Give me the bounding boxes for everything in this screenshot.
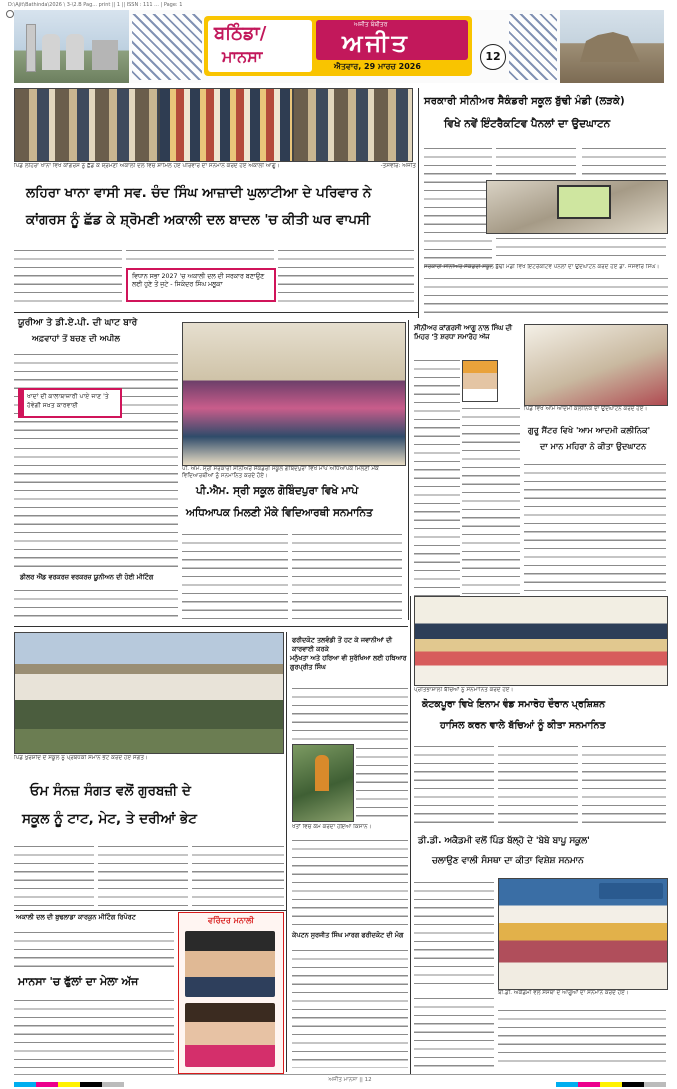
masthead-right-photo [560, 10, 664, 83]
color-bar-right [556, 1082, 666, 1087]
clinic-body [524, 460, 666, 594]
masthead [14, 10, 664, 83]
dav-body-col-1 [414, 878, 494, 990]
urea-body-2 [14, 444, 178, 572]
center-top-headline-1: ਫਰੀਦਕੋਟ ਤਲਵੰਡੀ ਤੋਂ ਹਟ ਕੇ ਜਵਾਨੀਆਂ ਦੀ ਕਾਰਵਾਈ ਕਰਕੇ [292, 636, 393, 653]
clinic-headline-1: ਗੁਰੂ ਸੈਂਟਰ ਵਿਖੇ 'ਆਮ ਆਦਮੀ ਕਲੀਨਿਕ' [528, 425, 651, 435]
lead-body-col-2 [126, 246, 274, 266]
section-name-1: ਬਠਿੰਡਾ/ [214, 23, 267, 44]
top-photo-3 [293, 88, 413, 162]
paper-name-box [316, 20, 468, 60]
column-rule-3 [286, 632, 287, 1072]
dav-headline-1: ਡੀ.ਡੀ. ਅਕੈਡਮੀ ਵਲੋਂ ਪਿੰਡ ਬੱਲ੍ਹੋ ਦੇ 'ਬੇਬੇ ਬਾਪੂ ਸਕੂਲ' [418, 836, 590, 846]
right-body-col-2 [496, 144, 576, 178]
right-body-col-1 [424, 144, 492, 272]
section-rule-2 [14, 626, 408, 627]
dav-photo-caption: ਬੀ.ਡੀ. ਅਕੈਡਮੀ ਵਲੋਂ ਸੰਸਥਾ ਦੇ ਆਗੂਆਂ ਦਾ ਸਨਮਾਨ ਕਰਦੇ ਹੋਏ। [498, 990, 629, 996]
registration-mark-icon [6, 10, 14, 18]
right-body-col-3 [582, 144, 666, 178]
issue-date: ਐਤਵਾਰ, 29 ਮਾਰਚ 2026 [334, 62, 421, 71]
masthead-title-box [204, 16, 472, 76]
sangat-body-col-3 [192, 842, 284, 906]
sangat-body-col-2 [98, 842, 188, 906]
kotkapura-headline-2: ਹਾਸਿਲ ਕਰਨ ਵਾਲੇ ਬੱਚਿਆਂ ਨੂੰ ਕੀਤਾ ਸਨਮਾਨਿਤ [440, 720, 606, 731]
section-rule-3 [14, 910, 286, 911]
top-photo-1 [14, 88, 159, 162]
obituary-headline: ਸੀਨੀਅਰ ਕਾਂਗਰਸੀ ਆਗੂ ਨਾਲ ਸਿੰਘ ਦੀ ਮਿਹਰ 'ਤੇ ਸ਼ਰਧਾ ਸਮਾਰੋਹ ਅੱਜ [414, 324, 513, 341]
print-slug: D:\Ajit\Bathinda\2026 \ 3-\2.B Pag... print || 1 || ISSN : 111 ... | Page: 1 [8, 2, 183, 8]
paper-name: ਅਜੀਤ [342, 29, 410, 57]
color-bar [14, 1082, 124, 1087]
sangat-body-col-1 [14, 842, 94, 906]
mid-photo-caption: ਪੀ. ਐਮ. ਸ੍ਰੀ ਸਰਕਾਰੀ ਸੀਨੀਅਰ ਸੈਕੰਡਰੀ ਸਕੂਲ ਗੋਬਿੰਦਪੁਰਾ ਵਿਖੇ ਮਾਪੇ ਅਧਿਆਪਕ ਮਿਲਣੀ ਮੌਕੇ ਵਿਦਿਆਰਥੀਆਂ ਨੂੰ ਸਨਮਾਨਿਤ ਕਰਦੇ ਹੋਏ। [182, 466, 379, 479]
right-photo [486, 180, 668, 234]
ad-box [178, 912, 284, 1074]
clinic-photo-caption: ਪਿੰਡ ਵਿਖੇ ਆਮ ਆਦਮੀ ਕਲੀਨਿਕ ਦਾ ਉਦਘਾਟਨ ਕਰਦੇ ਹੋਏ। [524, 406, 648, 412]
top-photo-credit: -ਤਸਵੀਰ: ਅਜੀਤ [380, 163, 416, 169]
kotkapura-headline-1: ਕੋਟਕਪੂਰਾ ਵਿਖੇ ਇਨਾਮ ਵੰਡ ਸਮਾਰੋਹ ਦੌਰਾਨ ਪ੍ਰਸ਼ਿਸ਼ਨ [422, 699, 606, 710]
sangat-headline-2: ਸਕੂਲ ਨੂੰ ਟਾਟ, ਮੇਟ, ਤੇ ਦਰੀਆਂ ਭੇਟ [22, 811, 197, 827]
dav-banner [599, 883, 663, 899]
obituary-body-2 [462, 404, 520, 614]
left-photo-caption: ਪਿੰਡ ਖੁਰਸ਼ੀਦ ਦੇ ਸਕੂਲ ਨੂੰ ਪ੍ਰਬੰਧਕੀ ਸਮਾਨ ਭੇਟ ਕਰਦੇ ਹੋਏ ਸੰਗਤ। [14, 755, 148, 761]
column-rule-2 [408, 320, 409, 620]
section-rule-1 [14, 312, 418, 313]
ad-photo-2 [185, 1003, 275, 1067]
obituary-body [414, 356, 460, 612]
clinic-headline-2: ਦਾ ਮਾਨ ਮਹਿਰਾ ਨੇ ਕੀਤਾ ਉਦਘਾਟਨ [540, 441, 647, 451]
center-bottom-headline: ਕੇਪਟਨ ਸੁਰਜੀਤ ਸਿੰਘ ਮਾਰਗ ਫਰੀਦਕੋਟ ਦੀ ਮੰਗ [292, 931, 404, 939]
lead-pullquote-box [126, 268, 276, 302]
farmer-photo [292, 744, 354, 822]
lead-pullquote: ਵਿਧਾਨ ਸਭਾ 2027 'ਚ ਅਕਾਲੀ ਦਲ ਦੀ ਸਰਕਾਰ ਬਣਾਉਣ ਲਈ ਹੁਣੇ ਤੋਂ ਜੁਟੇ - ਸਿਕੰਦਰ ਸਿੰਘ ਮਲੂਕਾ [132, 273, 265, 288]
bottom-left-body-1 [14, 928, 174, 972]
center-body-2 [356, 744, 408, 820]
kotkapura-body-col-2 [498, 742, 578, 830]
page-number: 12 [485, 50, 501, 63]
footer-text: ਅਜੀਤ ਮਾਨਸਾ || 12 [328, 1077, 372, 1083]
dav-body-col-2 [414, 994, 494, 1068]
phulkari-pattern-right [509, 14, 557, 80]
dav-photo [498, 878, 668, 990]
dav-headline-2: ਚਲਾਉਣ ਵਾਲੀ ਸੰਸਥਾ ਦਾ ਕੀਤਾ ਵਿਸ਼ੇਸ਼ ਸਨਮਾਨ [432, 856, 584, 866]
page-number-badge [480, 44, 506, 70]
kotkapura-body-col-3 [582, 742, 666, 830]
top-photo-caption: ਪਿੰਡ ਲਹਿਰਾ ਖਾਨਾ ਵਿਖੇ ਕਾਂਗਰਸ ਨੂੰ ਛੱਡ ਕੇ ਸ਼੍ਰੋਮਣੀ ਅਕਾਲੀ ਦਲ ਵਿਚ ਸ਼ਾਮਿਲ ਹੋਏ ਪਰਿਵਾਰ ਦਾ ਸਨਮਾਨ ਕਰਦੇ ਹੋਏ ਅਕਾਲੀ ਆਗੂ। [14, 163, 280, 169]
lead-headline-1: ਲਹਿਰਾ ਖਾਨਾ ਵਾਸੀ ਸਵ. ਚੰਦ ਸਿੰਘ ਆਜ਼ਾਦੀ ਘੁਲਾਟੀਆ ਦੇ ਪਰਿਵਾਰ ਨੇ [26, 185, 372, 201]
ad-photo-1 [185, 931, 275, 997]
bottom-left-headline: ਮਾਨਸਾ 'ਚ ਫੁੱਲਾਂ ਦਾ ਮੇਲਾ ਅੱਜ [18, 975, 139, 988]
mid-headline-2: ਅਧਿਆਪਕ ਮਿਲਣੀ ਮੌਕੇ ਵਿਦਿਆਰਥੀ ਸਨਮਾਨਿਤ [186, 507, 373, 519]
lead-body-col-1 [14, 246, 122, 306]
left-small-body [14, 586, 178, 622]
urea-callout-box [18, 388, 122, 418]
left-photo [14, 632, 284, 754]
top-photo-2 [159, 88, 293, 162]
bottom-left-body-2 [14, 996, 174, 1068]
right-photo-caption: ਸਰਕਾਰੀ ਸੀਨੀਅਰ ਸੈਕੰਡਰੀ ਸਕੂਲ ਬੁੱਢੀ ਮੰਡੀ ਵਿਖੇ ਇੰਟਰੈਕਟਿਵ ਪੈਨਲਾਂ ਦਾ ਉਦਘਾਟਨ ਕਰਦੇ ਹੋਏ ਡਾ. ਜਸਵੀਰ ਸਿੰਘ। [424, 264, 660, 270]
farmer-photo-caption: ਖੇਤਾਂ ਵਿਚ ਕੰਮ ਕਰਦਾ ਹੋਇਆ ਕਿਸਾਨ। [292, 824, 372, 830]
urea-headline-2: ਅਫ਼ਵਾਹਾਂ ਤੋਂ ਬਚਣ ਦੀ ਅਪੀਲ [32, 333, 121, 343]
column-rule-4 [410, 596, 411, 1074]
center-body-1 [292, 684, 408, 742]
clinic-photo [524, 324, 668, 406]
masthead-left-photo [14, 10, 129, 83]
footer-rule [14, 1074, 666, 1075]
right-headline-2: ਵਿਖੇ ਨਵੇਂ ਇੰਟਰੈਕਟਿਵ ਪੈਨਲਾਂ ਦਾ ਉਦਘਾਟਨ [444, 118, 611, 130]
column-rule [418, 88, 419, 318]
lead-headline-2: ਕਾਂਗਰਸ ਨੂੰ ਛੱਡ ਕੇ ਸ਼੍ਰੋਮਣੀ ਅਕਾਲੀ ਦਲ ਬਾਦਲ 'ਚ ਕੀਤੀ ਘਰ ਵਾਪਸੀ [26, 212, 371, 228]
kotkapura-caption: ਪ੍ਰਤਿਭਾਸ਼ਾਲੀ ਬੱਚਿਆਂ ਨੂੰ ਸਨਮਾਨਿਤ ਕਰਦੇ ਹੋਏ। [414, 687, 514, 693]
section-name-box [208, 20, 312, 72]
obituary-portrait [462, 360, 498, 402]
right-body-bottom [424, 274, 668, 318]
mid-body-col-2 [292, 530, 402, 622]
ad-label: ਵਰਿੰਦਰ ਮਨਾਲੀ [208, 916, 254, 925]
mid-body-col-1 [182, 530, 288, 622]
section-name-2: ਮਾਨਸਾ [222, 47, 263, 66]
dav-body-col-3 [498, 1006, 666, 1068]
kotkapura-body-col-1 [414, 742, 494, 830]
sangat-headline-1: ਓਮ ਸੰਨਜ਼ ਸੰਗਤ ਵਲੋਂ ਗੁਰਬਜ਼ੀ ਦੇ [30, 783, 191, 799]
paper-tagline: ਅਜੀਤ ਬੰਬੀਤਰ [354, 21, 388, 28]
kotkapura-photo [414, 596, 668, 686]
phulkari-pattern-left [132, 14, 202, 80]
center-top-headline-2: ਮਨੁੱਖਤਾ ਅਤੇ ਹਰਿਆ ਵੀ ਸੁਰੱਖਿਆ ਲਈ ਹਥਿਆਰ ਗੁਰਪ੍ਰੀਤ ਸਿੰਘ [290, 654, 407, 671]
bottom-left-small-headline: ਅਕਾਲੀ ਦਲ ਦੀ ਬੁਢਲਾਡਾ ਕਾਰਕੁਨ ਮੀਟਿੰਗ ਰਿਪੋਰਟ [16, 913, 136, 921]
center-body-4 [292, 946, 408, 1068]
right-headline-1: ਸਰਕਾਰੀ ਸੀਨੀਅਰ ਸੈਕੰਡਰੀ ਸਕੂਲ ਬੁੱਢੀ ਮੰਡੀ (ਲੜਕੇ) [424, 96, 625, 107]
mid-headline-1: ਪੀ.ਐਮ. ਸ੍ਰੀ ਸਕੂਲ ਗੋਬਿੰਦਪੁਰਾ ਵਿਖੇ ਮਾਪੇ [196, 485, 359, 497]
mid-photo [182, 322, 406, 466]
center-body-3 [292, 836, 408, 928]
lead-body-col-3 [278, 246, 414, 306]
urea-callout: ਖਾਦਾਂ ਦੀ ਕਾਲਾਬਾਜ਼ਾਰੀ ਪਾਏ ਜਾਣ 'ਤੇ ਹੋਵੇਗੀ ਸਖ਼ਤ ਕਾਰਵਾਈ [27, 393, 109, 409]
right-body-col-4 [496, 234, 666, 262]
urea-headline-1: ਯੂਰੀਆ ਤੇ ਡੀ.ਏ.ਪੀ. ਦੀ ਘਾਟ ਬਾਰੇ [18, 317, 138, 328]
left-small-headline: ਡੀਲਰ ਐਂਡ ਵਰਕਰਜ਼ ਵਰਕਰਜ਼ ਯੂਨੀਅਨ ਦੀ ਹੋਈ ਮੀਟਿੰਗ [20, 573, 154, 581]
